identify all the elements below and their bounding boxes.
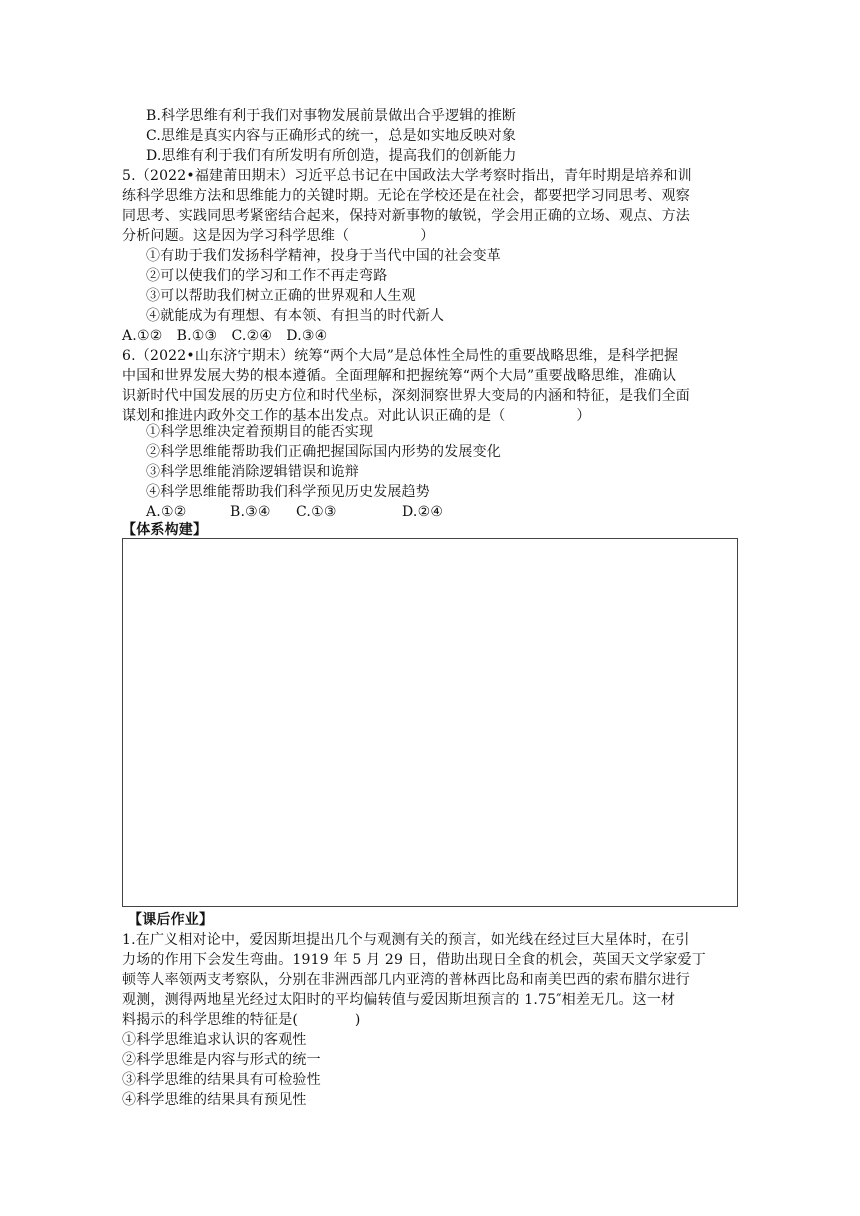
- q6-stem-line-4: 谋划和推进内政外交工作的基本出发点。对此认识正确的是（ ）: [122, 408, 591, 424]
- hw1-item-4: ④科学思维的结果具有预见性: [122, 1092, 307, 1108]
- q5-item-3: ③可以帮助我们树立正确的世界观和人生观: [146, 288, 416, 304]
- q6-item-2: ②科学思维能帮助我们正确把握国际国内形势的发展变化: [146, 444, 501, 460]
- q5-stem-line-1: 5.（2022•福建莆田期末）习近平总书记在中国政法大学考察时指出，青年时期是培养和训: [122, 168, 692, 184]
- q6-option-d: D.②④: [402, 504, 444, 520]
- q5-stem-line-3: 同思考、实践同思考紧密结合起来，保持对新事物的敏锐，学会用正确的立场、观点、方法: [122, 208, 690, 224]
- q5-stem-line-4: 分析问题。这是因为学习科学思维（ ）: [122, 228, 435, 244]
- hw1-item-2: ②科学思维是内容与形式的统一: [122, 1052, 321, 1068]
- q5-item-1: ①有助于我们发扬科学精神，投身于当代中国的社会变革: [146, 248, 501, 264]
- section-system-heading: 【体系构建】: [122, 522, 208, 538]
- hw1-stem-line-2: 力场的作用下会发生弯曲。1919 年 5 月 29 日，借助出现日全食的机会，英国天文学家爱丁: [122, 952, 706, 968]
- q6-option-c: C.①③: [296, 504, 337, 520]
- prev-option-b: B.科学思维有利于我们对事物发展前景做出合乎逻辑的推断: [146, 108, 517, 124]
- hw1-stem-line-1: 1.在广义相对论中，爱因斯坦提出几个与观测有关的预言，如光线在经过巨大星体时，在引: [122, 932, 690, 948]
- prev-option-d: D.思维有利于我们有所发明有所创造，提高我们的创新能力: [146, 148, 517, 164]
- hw1-item-1: ①科学思维追求认识的客观性: [122, 1032, 307, 1048]
- system-construction-box: [122, 538, 738, 907]
- q5-stem-line-2: 练科学思维方法和思维能力的关键时期。无论在学校还是在社会，都要把学习同思考、观察: [122, 188, 690, 204]
- prev-option-c: C.思维是真实内容与正确形式的统一，总是如实地反映对象: [146, 128, 517, 144]
- q6-item-4: ④科学思维能帮助我们科学预见历史发展趋势: [146, 484, 430, 500]
- q5-item-4: ④就能成为有理想、有本领、有担当的时代新人: [146, 308, 445, 324]
- hw1-stem-line-3: 顿等人率领两支考察队，分别在非洲西部几内亚湾的普林西比岛和南美巴西的索布腊尔进行: [122, 972, 690, 988]
- q6-stem-line-2: 中国和世界发展大势的根本遵循。全面理解和把握统筹“两个大局”重要战略思维，准确认: [122, 368, 677, 384]
- section-homework-heading: 【课后作业】: [128, 912, 214, 928]
- q5-item-2: ②可以使我们的学习和工作不再走弯路: [146, 268, 388, 284]
- hw1-stem-line-5: 料揭示的科学思维的特征是( ): [122, 1012, 361, 1028]
- q6-option-b: B.③④: [230, 504, 271, 520]
- q6-option-a: A.①②: [146, 504, 187, 520]
- q6-item-3: ③科学思维能消除逻辑错误和诡辩: [146, 464, 359, 480]
- hw1-stem-line-4: 观测，测得两地星光经过太阳时的平均偏转值与爱因斯坦预言的 1.75″相差无几。这一材: [122, 992, 676, 1008]
- hw1-item-3: ③科学思维的结果具有可检验性: [122, 1072, 321, 1088]
- q6-stem-line-1: 6.（2022•山东济宁期末）统筹“两个大局”是总体性全局性的重要战略思维，是科学把握: [122, 348, 679, 364]
- q6-item-1: ①科学思维决定着预期目的能否实现: [146, 424, 374, 440]
- q5-options: A.①② B.①③ C.②④ D.③④: [122, 328, 328, 344]
- q6-stem-line-3: 识新时代中国发展的历史方位和时代坐标，深刻洞察世界大变局的内涵和特征，是我们全面: [122, 388, 690, 404]
